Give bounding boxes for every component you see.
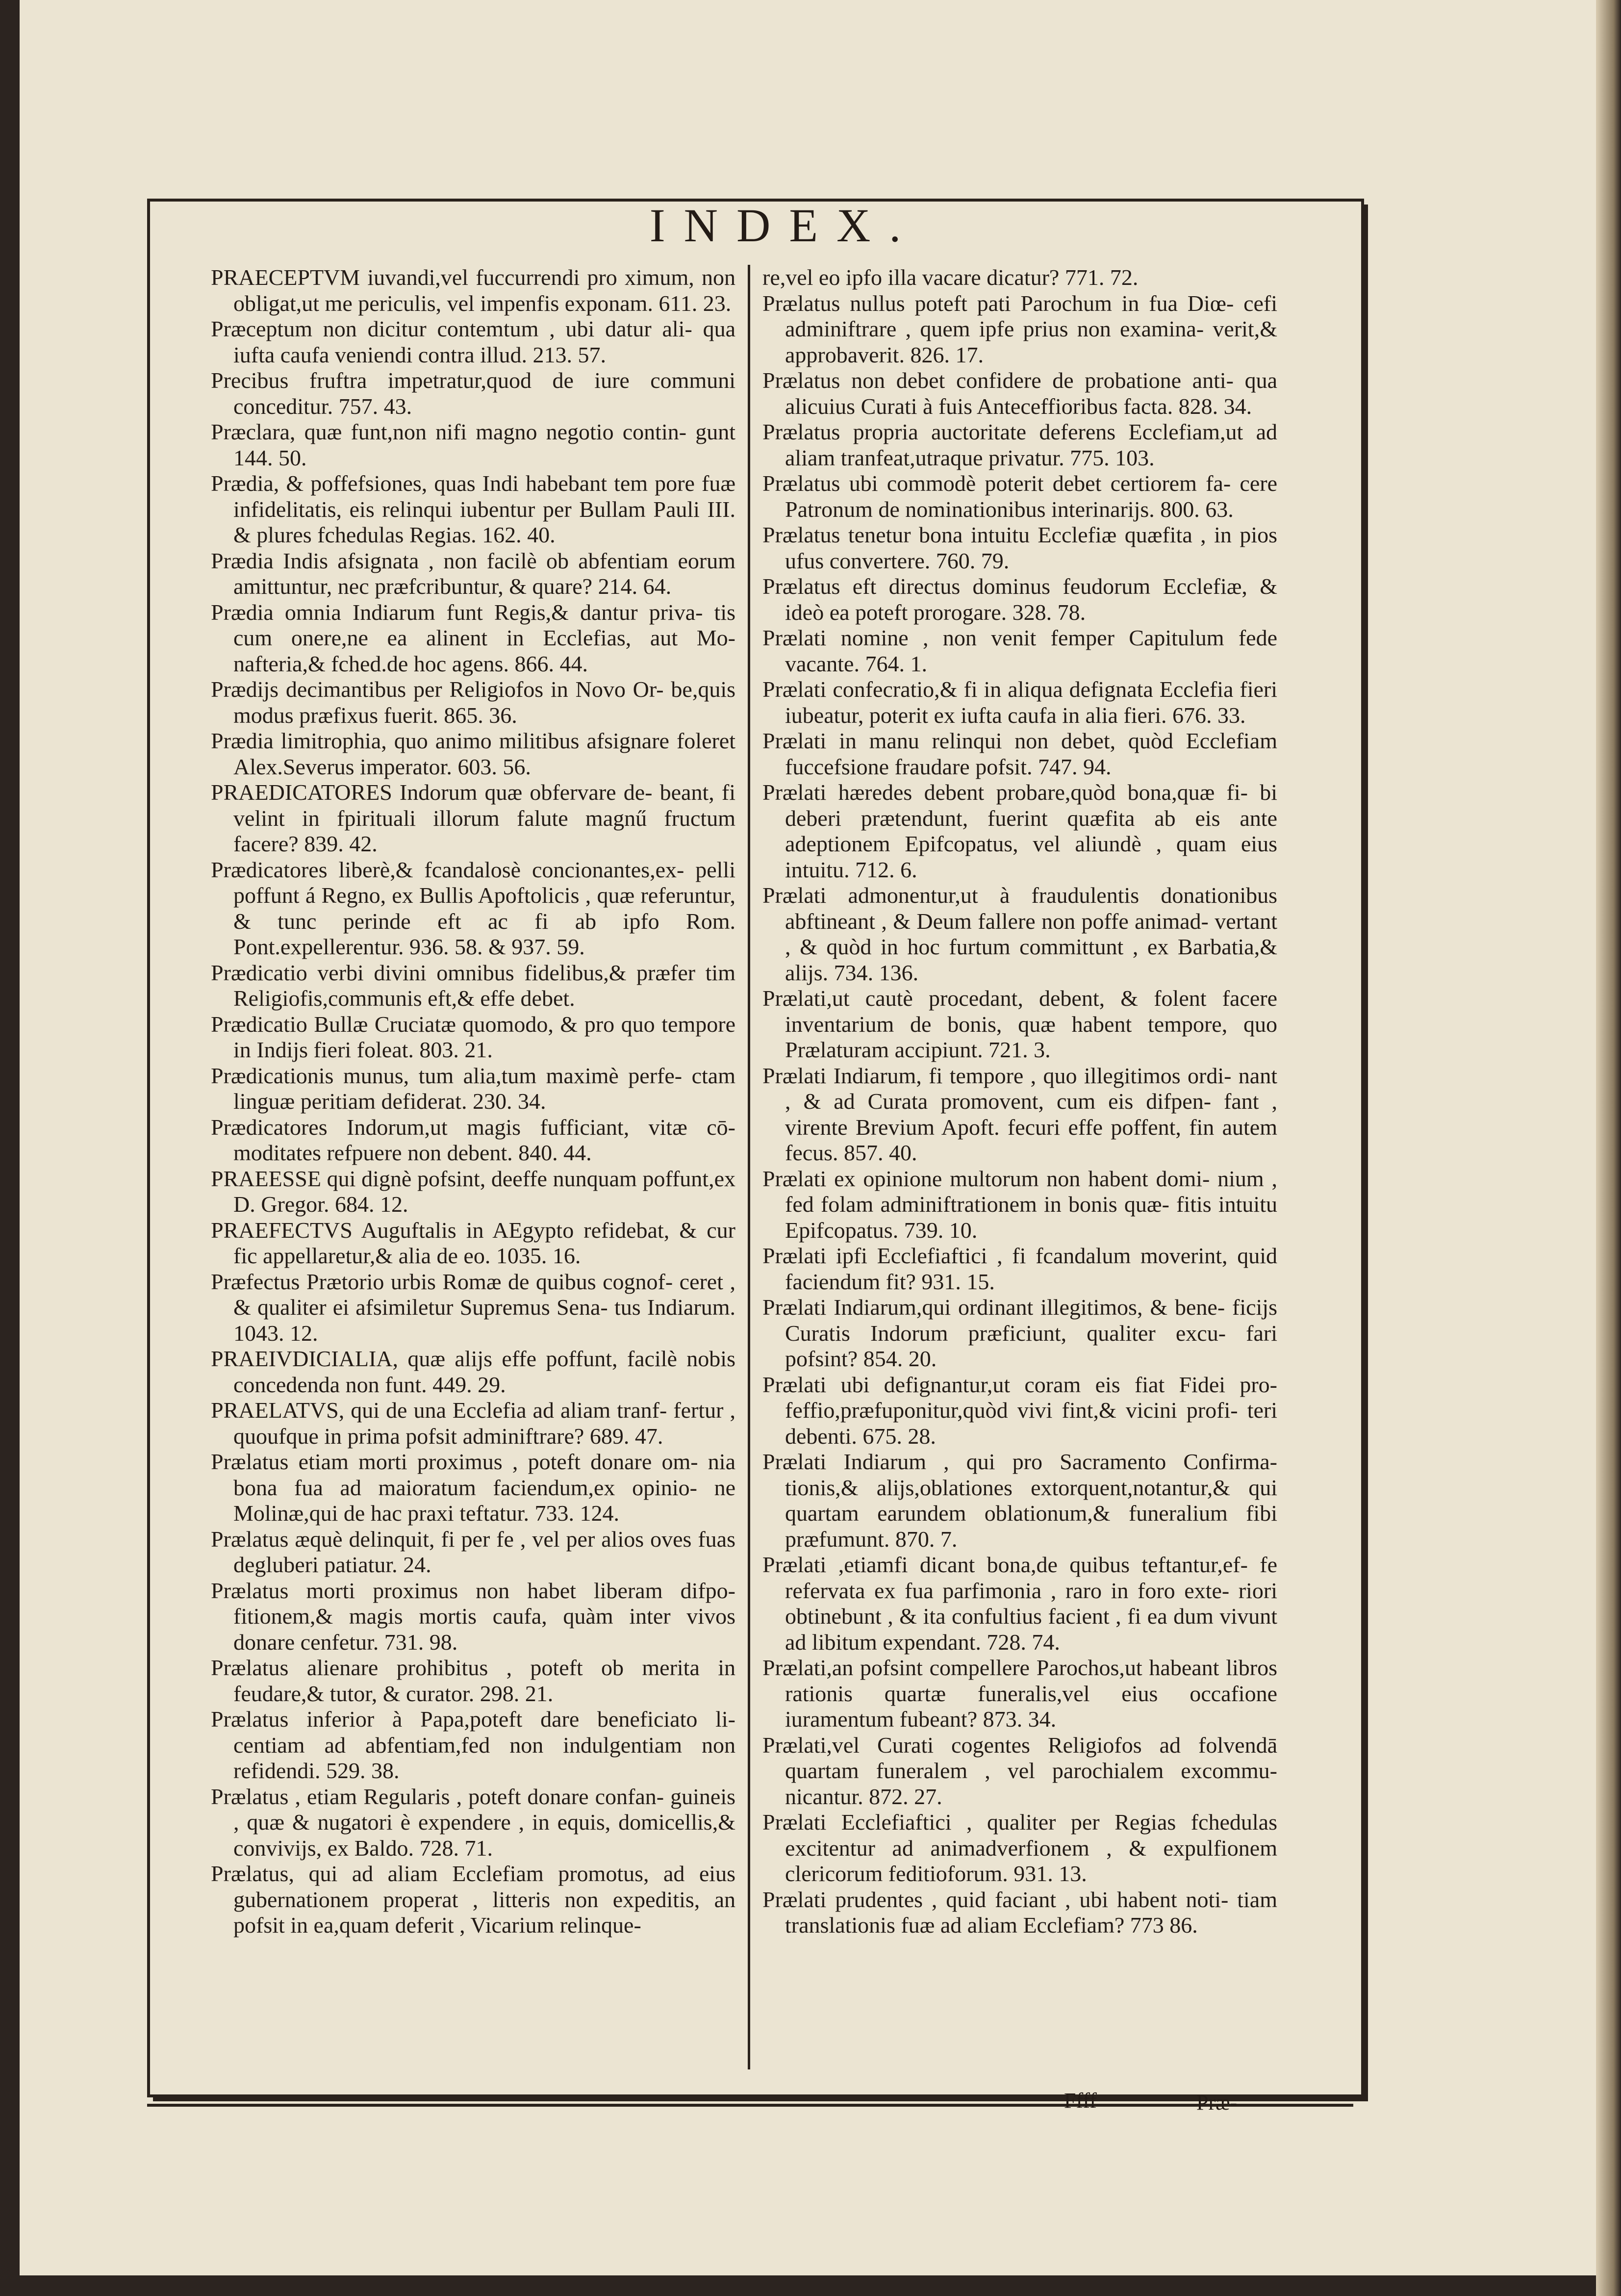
index-entry: Prælati ,etiamfi dicant bona,de quibus teftantur,ef- fe refervata ex fua parfimonia , raro in foro exte- riori obtinebunt , & ita confultius facient , fi ea dum vivunt ad libitum expendant. 728. 74. [762,1552,1277,1655]
index-entry: Prælatus non debet confidere de probatione anti- qua alicuius Curati à fuis Anteceffioribus facta. 828. 34. [762,368,1277,419]
index-entry: Prælati ipfi Ecclefiaftici , fi fcandalum moverint, quid faciendum fit? 931. 15. [762,1243,1277,1294]
index-entry: Prædicatio verbi divini omnibus fidelibus,& præfer tim Religiofis,communis eft,& effe debet. [211,960,735,1011]
index-entry: Prælatus , etiam Regularis , poteft donare confan- guineis , quæ & nugatori è expendere , in equis, domicellis,& convivijs, ex Baldo. 728. 71. [211,1784,735,1861]
index-entry: Prædicatio Bullæ Cruciatæ quomodo, & pro quo tempore in Indijs fieri foleat. 803. 21. [211,1011,735,1062]
index-entry: Prælati,an pofsint compellere Parochos,ut habeant libros rationis quartæ funeralis,vel eius occafione iuramentum fubeant? 873. 34. [762,1655,1277,1732]
column-divider [748,265,750,2069]
index-entry: Prælatus alienare prohibitus , poteft ob merita in feudare,& tutor, & curator. 298. 21. [211,1655,735,1706]
index-entry: Prælati Ecclefiaftici , qualiter per Regias fchedulas excitentur ad animadverfionem , & expulfionem clericorum feditioforum. 931. 13. [762,1810,1277,1886]
index-entry: Prælatus propria auctoritate deferens Ecclefiam,ut ad aliam tranfeat,utraque privatur. 775. 103. [762,419,1277,470]
index-entry: PRAEFECTVS Auguftalis in AEgypto refidebat, & cur fic appellaretur,& alia de eo. 1035. 16. [211,1217,735,1268]
index-column-right [762,265,1277,2069]
catchword: Præ- [1196,2091,1238,2115]
index-entry: Præceptum non dicitur contemtum , ubi datur ali- qua iufta caufa veniendi contra illud. 213. 57. [211,316,735,367]
index-entry: Prælatus æquè delinquit, fi per fe , vel per alios oves fuas degluberi patiatur. 24. [211,1526,735,1577]
index-entry: Prædia Indis afsignata , non facilè ob abfentiam eorum amittuntur, nec præfcribuntur, & quare? 214. 64. [211,548,735,599]
index-entry: Prælatus nullus poteft pati Parochum in fua Diœ- cefi adminiftrare , quem ipfe prius non examina- verit,& approbaverit. 826. 17. [762,290,1277,367]
index-entry: Prælati ex opinione multorum non habent domi- nium , fed folam adminiftrationem in bonis quæ- fitis intuitu Epifcopatus. 739. 10. [762,1166,1277,1243]
page-edge [1596,0,1621,2296]
index-entry: Prælatus tenetur bona intuitu Ecclefiæ quæfita , in pios ufus convertere. 760. 79. [762,522,1277,573]
index-entry: Prælatus eft directus dominus feudorum Ecclefiæ, & ideò ea poteft prorogare. 328. 78. [762,574,1277,625]
index-entry: re,vel eo ipfo illa vacare dicatur? 771. 72. [762,265,1139,290]
index-entry: Præfectus Prætorio urbis Romæ de quibus cognof- ceret , & qualiter ei afsimiletur Supremus Sena- tus Indiarum. 1043. 12. [211,1269,735,1346]
index-entry: Prælati confecratio,& fi in aliqua defignata Ecclefia fieri iubeatur, poterit ex iufta caufa in alia fieri. 676. 33. [762,677,1277,728]
index-entry: Prælatus inferior à Papa,poteft dare beneficiato li- centiam ad abfentiam,fed non indulgentiam non refidendi. 529. 38. [211,1707,735,1783]
index-entry: Prælatus ubi commodè poterit debet certiorem fa- cere Patronum de nominationibus interinarijs. 800. 63. [762,471,1277,522]
index-entry: PRAEIVDICIALIA, quæ alijs effe poffunt, facilè nobis concedenda non funt. 449. 29. [211,1346,735,1397]
index-entry: Prælati,ut cautè procedant, debent, & folent facere inventarium de bonis, quæ habent tempore, quo Prælaturam accipiunt. 721. 3. [762,986,1277,1062]
index-entry: Prædicationis munus, tum alia,tum maximè perfe- ctam linguæ peritiam defiderat. 230. 34. [211,1063,735,1114]
index-entry: Prælati hæredes debent probare,quòd bona,quæ fi- bi deberi prætendunt, fuerint quæfita ab eis ante adeptionem Epifcopatus, vel aliundè , quam eius intuitu. 712. 6. [762,780,1277,882]
footer-rule [147,2104,1353,2107]
index-entry: Prælatus etiam morti proximus , poteft donare om- nia bona fua ad maioratum faciendum,ex opinio- ne Molinæ,qui de hac praxi teftatur. 733. 124. [211,1449,735,1526]
index-entry: Prædia limitrophia, quo animo militibus afsignare foleret Alex.Severus imperator. 603. 56. [211,728,735,779]
index-entry: Prælati Indiarum , qui pro Sacramento Confirma- tionis,& alijs,oblationes extorquent,notantur,& qui quartam earundem oblationum,& funeralium fibi præfumunt. 870. 7. [762,1449,1277,1552]
index-entry: Prælati ubi defignantur,ut coram eis fiat Fidei pro- feffio,præfuponitur,quòd vivi fint,& vicini profi- teri debenti. 675. 28. [762,1372,1277,1449]
index-entry: Prælati prudentes , quid faciant , ubi habent noti- tiam translationis fuæ ad aliam Ecclefiam? 773 86. [762,1887,1277,1938]
index-entry: Prælati nomine , non venit femper Capitulum fede vacante. 764. 1. [762,625,1277,676]
index-entry: Præclara, quæ funt,non nifi magno negotio contin- gunt 144. 50. [211,419,735,470]
index-entry: Prælati admonentur,ut à fraudulentis donationibus abftineant , & Deum fallere non poffe animad- vertant , & quòd in hoc furtum committunt , ex Barbatia,& alijs. 734. 136. [762,883,1277,985]
index-entry: Prædijs decimantibus per Religiofos in Novo Or- be,quis modus præfixus fuerit. 865. 36. [211,677,735,728]
index-entry: Prælatus, qui ad aliam Ecclefiam promotus, ad eius gubernationem properat , litteris non expeditis, an pofsit in ea,quam deferit , Vicarium relinque- [211,1861,735,1938]
page-title: INDEX. [649,199,920,252]
index-entry: Prælati Indiarum, fi tempore , quo illegitimos ordi- nant , & ad Curata promovent, cum eis difpen- fant , virente Brevium Apoft. fecuri effe poffent, fin autem fecus. 857. 40. [762,1063,1277,1165]
index-entry: Prælati in manu relinqui non debet, quòd Ecclefiam fuccefsione fraudare pofsit. 747. 94. [762,728,1277,779]
index-entry: Prælatus morti proximus non habet liberam difpo- fitionem,& magis mortis caufa, quàm inter vivos donare cenfetur. 731. 98. [211,1578,735,1655]
index-entry: PRAEESSE qui dignè pofsint, deeffe nunquam poffunt,ex D. Gregor. 684. 12. [211,1166,735,1217]
index-entry: Precibus fruftra impetratur,quod de iure communi conceditur. 757. 43. [211,368,735,419]
index-entry: Prædia omnia Indiarum funt Regis,& dantur priva- tis cum onere,ne ea alinent in Ecclefias, aut Mo- nafteria,& fched.de hoc agens. 866. 44. [211,599,735,676]
index-entry: Prædia, & poffefsiones, quas Indi habebant tem pore fuæ infidelitatis, eis relinqui iubentur per Bullam Pauli III. & plures fchedulas Regias. 162. 40. [211,471,735,547]
index-entry: Prædicatores liberè,& fcandalosè concionantes,ex- pelli poffunt á Regno, ex Bullis Apoftolicis , quæ referuntur, & tunc perinde eft ac fi ab ipfo Rom. Pont.expellerentur. 936. 58. & 937. 59. [211,857,735,959]
index-entry: Prælati Indiarum,qui ordinant illegitimos, & bene- ficijs Curatis Indorum præficiunt, qualiter excu- fari pofsint? 854. 20. [762,1295,1277,1371]
signature-mark: Ffff [1064,2089,1097,2113]
index-entry: PRAELATVS, qui de una Ecclefia ad aliam tranf- fertur , quoufque in prima pofsit adminiftrare? 689. 47. [211,1398,735,1449]
index-column-left [211,265,735,2069]
index-entry: Prædicatores Indorum,ut magis fufficiant, vitæ cō- moditates refpuere non debent. 840. 44. [211,1114,735,1165]
index-entry: Prælati,vel Curati cogentes Religiofos ad folvendā quartam funeralem , vel parochialem excommu- nicantur. 872. 27. [762,1732,1277,1809]
index-entry: PRAEDICATORES Indorum quæ obfervare de- beant, fi velint in fpirituali illorum falute magnű fructum facere? 839. 42. [211,780,735,856]
index-entry: PRAECEPTVM iuvandi,vel fuccurrendi pro ximum, non obligat,ut me periculis, vel impenfis exponam. 611. 23. [211,265,735,316]
